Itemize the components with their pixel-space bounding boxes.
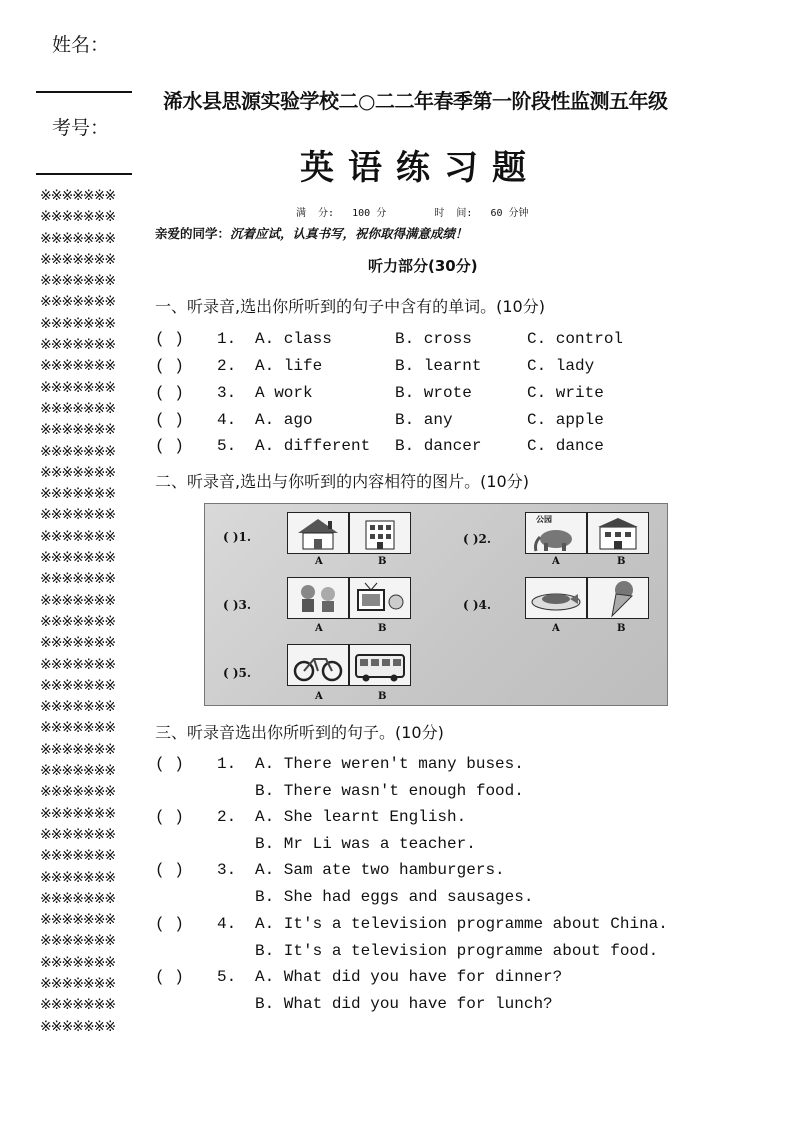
option-a: A. She learnt English.: [255, 808, 467, 826]
option-a: A. different: [255, 437, 371, 455]
option-a: A. It's a television programme about China.: [255, 915, 668, 933]
bus-icon: [349, 644, 411, 686]
television-icon: [349, 577, 411, 619]
binding-star-row: ※※※※※※※: [40, 273, 116, 290]
binding-star-row: ※※※※※※※: [40, 315, 116, 332]
school-building-icon: [587, 512, 649, 554]
question-number: 1.: [217, 330, 237, 348]
option-letter-a: A: [552, 556, 560, 567]
binding-star-row: ※※※※※※※: [40, 294, 116, 311]
option-letter-a: A: [315, 623, 323, 634]
option-letter-b: B: [378, 691, 387, 702]
binding-star-row: ※※※※※※※: [40, 230, 116, 247]
binding-star-row: ※※※※※※※: [40, 486, 116, 503]
listening-part-title: 听力部分(30分): [368, 257, 478, 275]
binding-star-row: ※※※※※※※: [40, 592, 116, 609]
binding-star-row: ※※※※※※※: [40, 635, 116, 652]
answer-paren: ( ): [155, 437, 184, 455]
question-number: 5.: [217, 968, 237, 986]
park-sign: 公园: [536, 515, 552, 524]
question-number: 2.: [217, 808, 237, 826]
binding-star-row: ※※※※※※※: [40, 890, 116, 907]
option-a: A. life: [255, 357, 323, 375]
binding-star-row: ※※※※※※※: [40, 379, 116, 396]
option-c: C. apple: [527, 411, 604, 429]
option-a: A. class: [255, 330, 332, 348]
question-number: 3.: [217, 861, 237, 879]
option-b: B. It's a television programme about food.: [255, 942, 659, 960]
answer-paren: ( ): [155, 808, 184, 826]
option-letter-b: B: [617, 556, 626, 567]
binding-star-row: ※※※※※※※: [40, 358, 116, 375]
exam-info: 满 分: 100 分 时 间: 60 分钟: [296, 208, 529, 219]
binding-star-row: ※※※※※※※: [40, 464, 116, 481]
option-letter-a: A: [315, 691, 323, 702]
binding-star-row: ※※※※※※※: [40, 826, 116, 843]
option-b: B. cross: [395, 330, 472, 348]
binding-star-row: ※※※※※※※: [40, 975, 116, 992]
option-b: B. Mr Li was a teacher.: [255, 835, 476, 853]
picture-item-label: ( )1.: [223, 530, 252, 544]
binding-star-row: ※※※※※※※: [40, 422, 116, 439]
binding-star-row: ※※※※※※※: [40, 741, 116, 758]
option-c: C. control: [527, 330, 624, 348]
binding-star-row: ※※※※※※※: [40, 869, 116, 886]
option-a: A. ago: [255, 411, 313, 429]
option-letter-a: A: [315, 556, 323, 567]
binding-star-row: ※※※※※※※: [40, 507, 116, 524]
answer-paren: ( ): [155, 357, 184, 375]
answer-paren: ( ): [155, 968, 184, 986]
section1-title: 一、听录音,选出你所听到的句子中含有的单词。(10分): [155, 297, 545, 316]
exam-number-underline: [36, 173, 132, 175]
binding-star-row: ※※※※※※※: [40, 443, 116, 460]
answer-paren: ( ): [155, 915, 184, 933]
picture-item-label: ( )5.: [223, 666, 252, 680]
option-b: B. dancer: [395, 437, 482, 455]
question-number: 2.: [217, 357, 237, 375]
option-letter-b: B: [617, 623, 626, 634]
binding-star-row: ※※※※※※※: [40, 613, 116, 630]
binding-star-row: ※※※※※※※: [40, 954, 116, 971]
binding-star-row: ※※※※※※※: [40, 763, 116, 780]
binding-star-column: [40, 186, 132, 1038]
binding-star-row: ※※※※※※※: [40, 528, 116, 545]
name-label: 姓名：: [52, 34, 110, 56]
option-a: A. Sam ate two hamburgers.: [255, 861, 505, 879]
binding-star-row: ※※※※※※※: [40, 933, 116, 950]
binding-star-row: ※※※※※※※: [40, 188, 116, 204]
building-icon: [349, 512, 411, 554]
option-c: C. write: [527, 384, 604, 402]
binding-star-row: ※※※※※※※: [40, 656, 116, 673]
picture-item-label: ( )3.: [223, 598, 252, 612]
option-b: B. any: [395, 411, 453, 429]
binding-star-row: ※※※※※※※: [40, 251, 116, 268]
answer-paren: ( ): [155, 861, 184, 879]
answer-paren: ( ): [155, 411, 184, 429]
binding-star-row: ※※※※※※※: [40, 912, 116, 929]
school-title: 浠水县思源实验学校二○二二年春季第一阶段性监测五年级: [163, 89, 668, 113]
option-letter-b: B: [378, 623, 387, 634]
ice-cream-icon: [587, 577, 649, 619]
answer-paren: ( ): [155, 755, 184, 773]
question-number: 4.: [217, 915, 237, 933]
binding-star-row: ※※※※※※※: [40, 550, 116, 567]
option-a: A. What did you have for dinner?: [255, 968, 563, 986]
greeting-message: 沉着应试，认真书写，祝你取得满意成绩！: [230, 226, 468, 241]
binding-star-row: ※※※※※※※: [40, 699, 116, 716]
binding-star-row: ※※※※※※※: [40, 209, 116, 226]
binding-star-row: ※※※※※※※: [40, 337, 116, 354]
binding-star-row: ※※※※※※※: [40, 400, 116, 417]
question-number: 1.: [217, 755, 237, 773]
option-letter-a: A: [552, 623, 560, 634]
binding-star-row: ※※※※※※※: [40, 1018, 116, 1035]
option-b: B. There wasn't enough food.: [255, 782, 524, 800]
binding-star-row: ※※※※※※※: [40, 848, 116, 865]
answer-paren: ( ): [155, 330, 184, 348]
children-icon: [287, 577, 349, 619]
binding-star-row: ※※※※※※※: [40, 720, 116, 737]
exam-number-label: 考号：: [52, 117, 110, 139]
greeting-lead: 亲爱的同学：: [155, 226, 231, 241]
picture-question-panel: [204, 503, 668, 706]
picture-item-label: ( )2.: [463, 532, 492, 546]
answer-paren: ( ): [155, 384, 184, 402]
binding-star-row: ※※※※※※※: [40, 677, 116, 694]
option-c: C. lady: [527, 357, 595, 375]
section3-title: 三、听录音选出你所听到的句子。(10分): [155, 723, 444, 742]
house-icon: [287, 512, 349, 554]
option-a: A work: [255, 384, 313, 402]
binding-star-row: ※※※※※※※: [40, 997, 116, 1014]
option-b: B. She had eggs and sausages.: [255, 888, 534, 906]
name-underline: [36, 91, 132, 93]
option-a: A. There weren't many buses.: [255, 755, 524, 773]
option-b: B. learnt: [395, 357, 482, 375]
option-c: C. dance: [527, 437, 604, 455]
fish-dish-icon: [525, 577, 587, 619]
question-number: 4.: [217, 411, 237, 429]
greeting: [155, 224, 468, 242]
option-b: B. What did you have for lunch?: [255, 995, 553, 1013]
elephant-park-icon: [525, 512, 587, 554]
binding-star-row: ※※※※※※※: [40, 784, 116, 801]
bicycle-icon: [287, 644, 349, 686]
question-number: 3.: [217, 384, 237, 402]
main-title: 英语练习题: [300, 148, 540, 188]
option-letter-b: B: [378, 556, 387, 567]
option-b: B. wrote: [395, 384, 472, 402]
picture-item-label: ( )4.: [463, 598, 492, 612]
question-number: 5.: [217, 437, 237, 455]
binding-star-row: ※※※※※※※: [40, 571, 116, 588]
section2-title: 二、听录音,选出与你听到的内容相符的图片。(10分): [155, 472, 529, 491]
binding-star-row: ※※※※※※※: [40, 805, 116, 822]
